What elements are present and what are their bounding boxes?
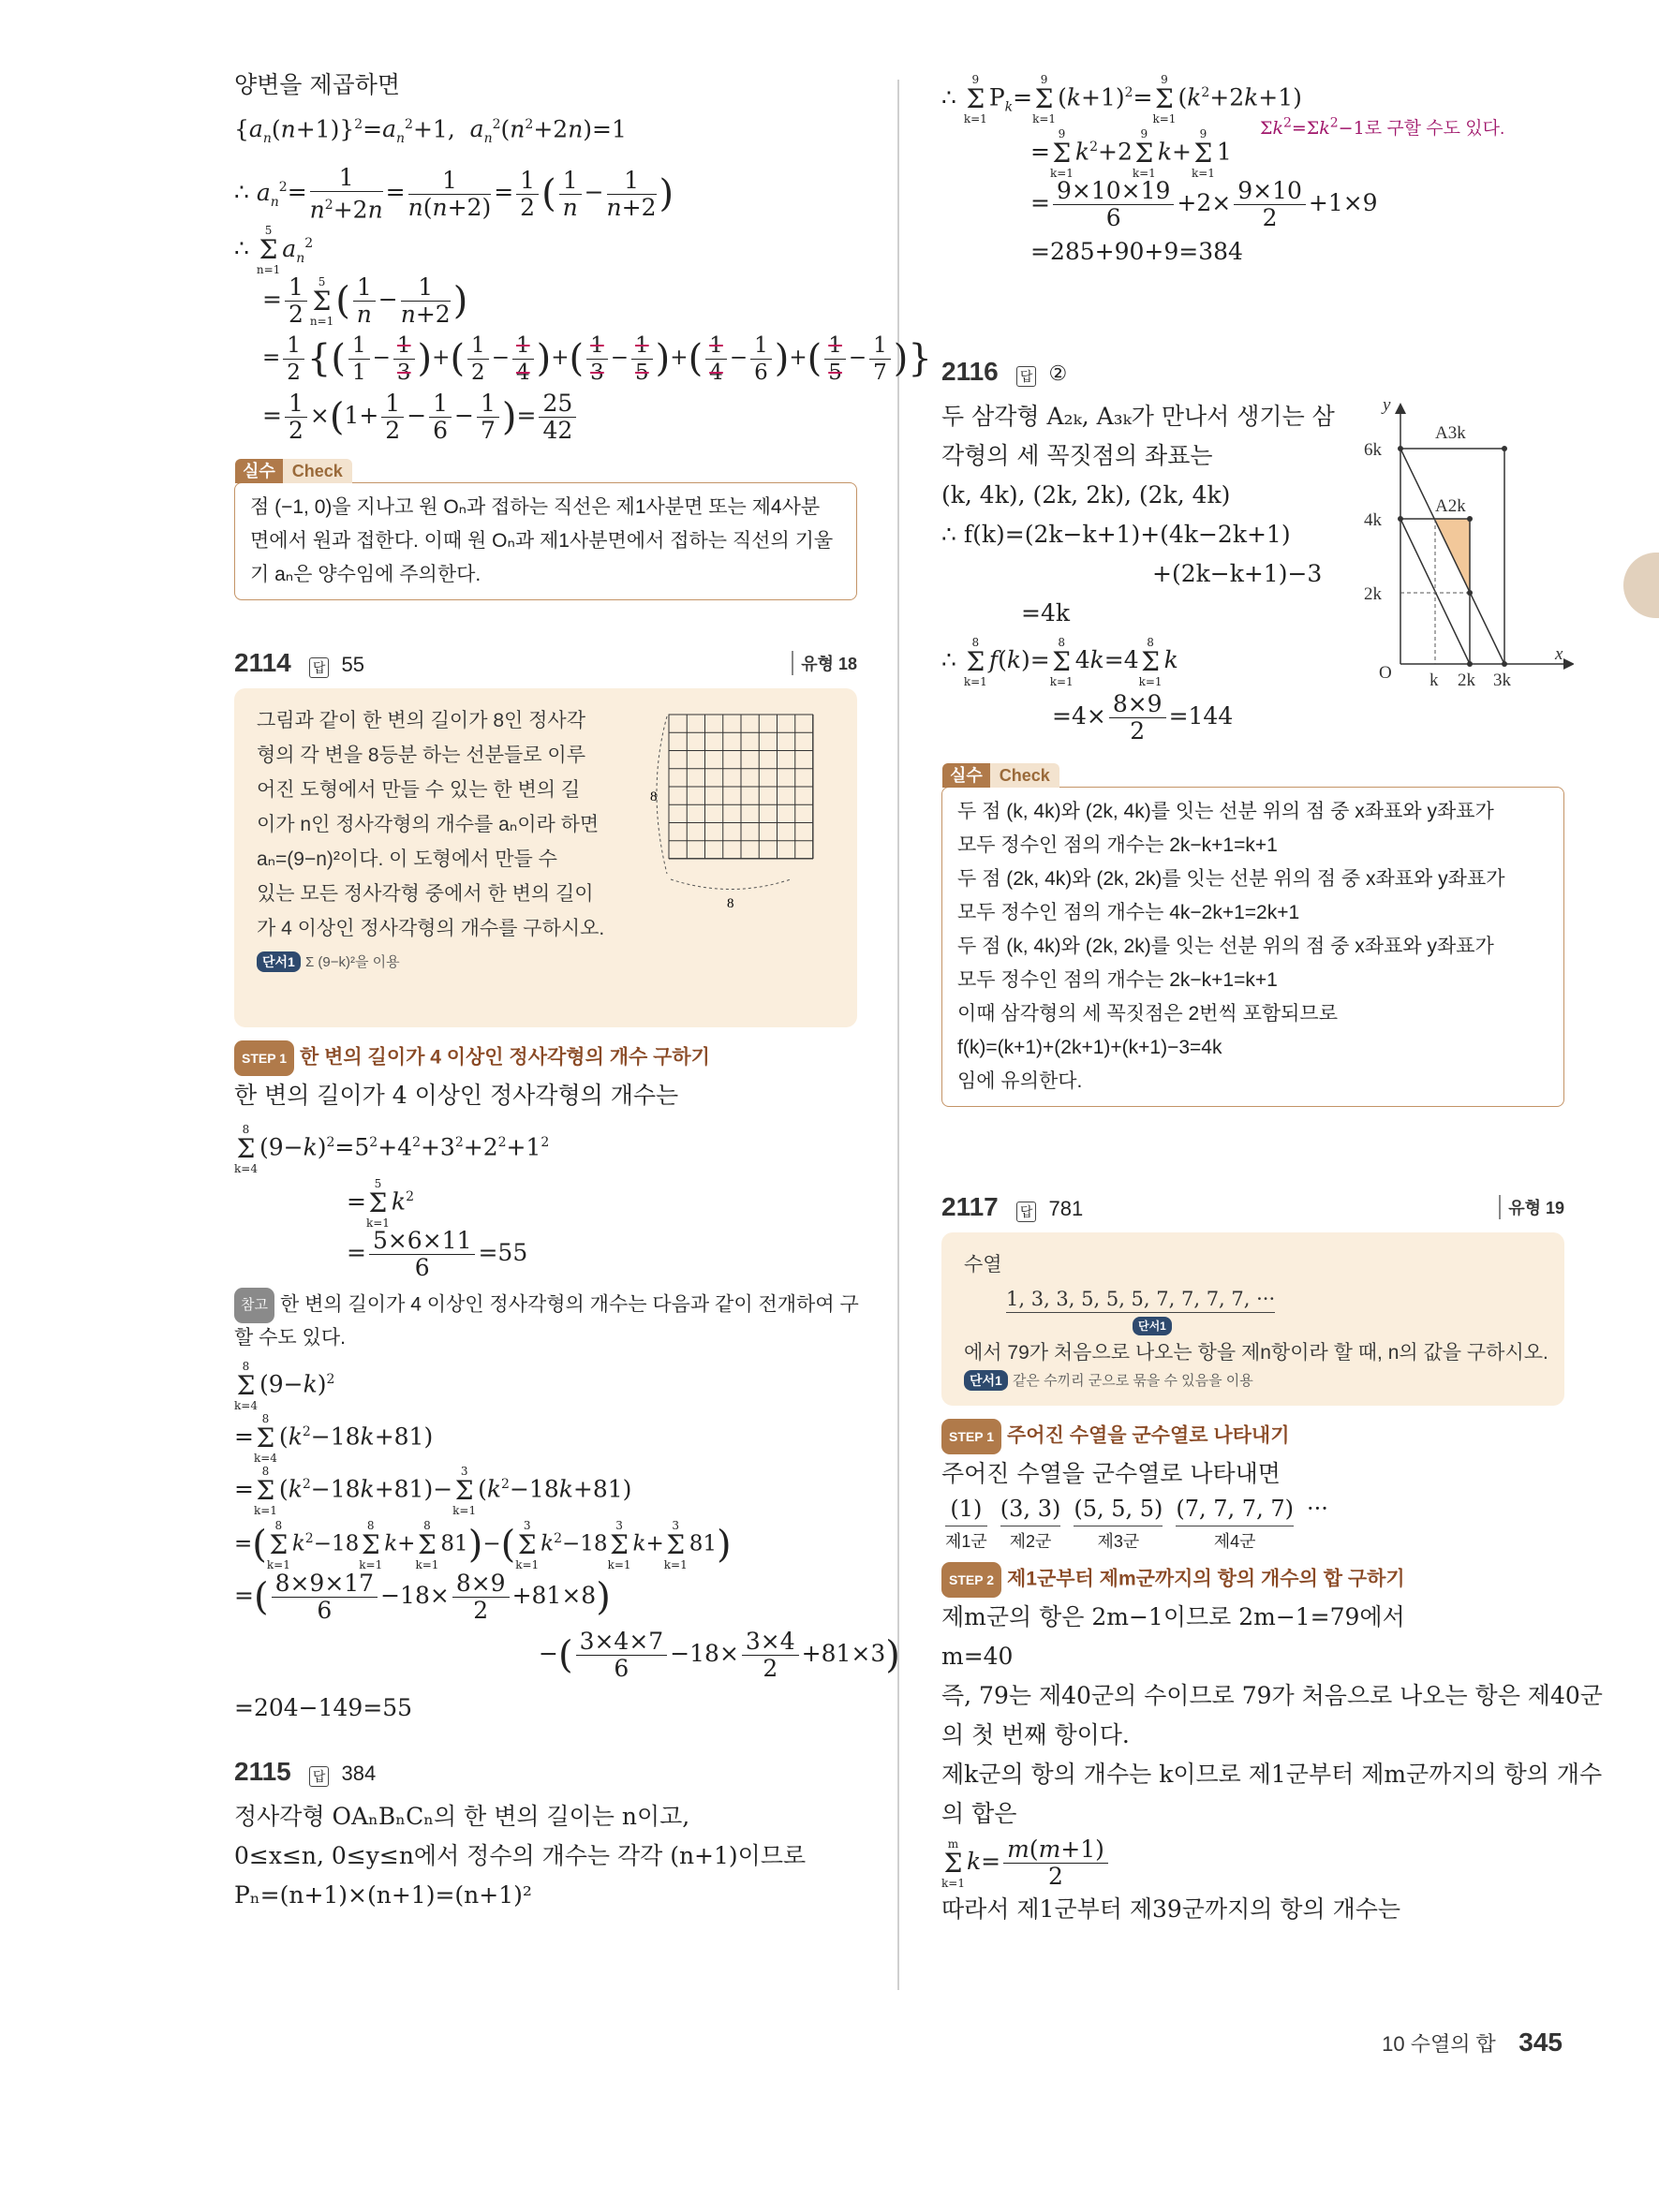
problem-header	[234, 638, 857, 688]
triangle-label: A2k	[1435, 496, 1466, 516]
equation-line: = $\frac{1}{2}$ ×(1+ $\frac{1}{2}$ − $\frac{1}{6}$ − $\frac{1}{7}$ )= $\frac{25}{42}$	[234, 387, 857, 445]
problem-header	[234, 1747, 857, 1797]
step-title	[941, 1419, 1564, 1454]
problem-text: 이가 n인 정사각형의 개수를 aₙ이라 하면	[257, 814, 600, 836]
text-line: m=40	[941, 1643, 1014, 1670]
equation-line: =4× $\frac{8\times 9}{2}$ =144	[1052, 690, 1234, 745]
left-column	[234, 66, 932, 1915]
problem-text: 그림과 같이 한 변의 길이가 8인 정사각	[257, 710, 585, 732]
text-line: 양변을 제곱하면	[234, 71, 400, 98]
x-tick-label: k	[1429, 671, 1439, 690]
answer-value: 384	[341, 1762, 377, 1786]
equation-line: ∴ 8 Σ k=1 f(k)= 8 Σ k=1 4k=4 8 Σ k=1 k	[941, 635, 1178, 688]
equation-line: = $\frac{5\times 6\times 11}{6}$ =55	[347, 1227, 528, 1282]
x-tick-label: 2k	[1458, 671, 1475, 690]
problem-number: 2114	[234, 648, 291, 678]
equation-line: m Σ k=1 k= $\frac{m(m+1)}{2}$	[941, 1834, 1564, 1890]
group-row	[941, 1494, 1564, 1556]
ref-text: 한 변의 길이가 4 이상인 정사각형의 개수는 다음과 같이 전개하여 구	[279, 1293, 859, 1316]
text-line: 의 합은	[941, 1800, 1017, 1827]
equation-line: = $\frac{9\times 10\times 19}{6}$ +2× $\frac{9\times 10}{2}$ +1×9	[1030, 177, 1378, 231]
check-box	[234, 462, 857, 600]
equation-line: = 8 Σ k=1 $(k^2-18k+81)-$ 3 Σ k=1 $(k^2-18k+81)$	[234, 1465, 632, 1518]
group-item: (3, 3) 제2군	[1000, 1496, 1061, 1551]
page-footer	[1382, 2028, 1563, 2057]
y-tick-label: 4k	[1364, 510, 1382, 530]
ref-text: 할 수도 있다.	[234, 1327, 346, 1349]
sequence-text: 1, 3, 3, 5, 5, 5, 7, 7, 7, 7, ···	[964, 1282, 1542, 1317]
equation-line: = $\frac{1}{2}$ {( $\frac{1}{1}$ − $\frac{1}{3}$ )+( $\frac{1}{2}$ − $\frac{1}{4}$ )+( $\frac{1}{3}$ − $\frac{1}{5}$ )+( $\frac{1}{4}$ − $\frac{1}{6}$ )+( $\frac{1}{5}$ − $\frac{1}{7}$ )}	[262, 332, 932, 385]
problem-text: aₙ=(9−n)²이다. 이 도형에서 만들 수	[257, 848, 557, 871]
answer-value: 781	[1048, 1197, 1084, 1220]
text-line: 제m군의 항은 2m−1이므로 2m−1=79에서	[941, 1603, 1405, 1630]
hint-badge: 단서1	[257, 951, 301, 972]
check-text: 모두 정수인 점의 개수는 2k−k+1=k+1	[957, 969, 1278, 991]
equation-line: ∴ 5 Σ n=1 $a_n^2$	[234, 224, 314, 277]
problem-text: 있는 모든 정사각형 중에서 한 변의 길이	[257, 883, 594, 906]
triangle-label: A3k	[1435, 423, 1466, 443]
side-chapter-tab	[1623, 553, 1659, 618]
hint-badge: 단서1	[1133, 1317, 1172, 1335]
group-item: (5, 5, 5) 제3군	[1074, 1496, 1163, 1551]
right-column	[941, 66, 1603, 1929]
check-text: 기 aₙ은 양수임에 주의한다.	[250, 564, 481, 586]
step-badge: STEP 1	[941, 1419, 1001, 1454]
annotation-note: $\Sigma k^2=\Sigma k^2-1$로 구할 수도 있다.	[1260, 115, 1505, 139]
problem-text: 에서 79가 처음으로 나오는 항을 제n항이라 할 때, n의 값을 구하시오.	[964, 1342, 1548, 1364]
triangle-graph	[1358, 397, 1574, 697]
step-title-text: 한 변의 길이가 4 이상인 정사각형의 개수 구하기	[300, 1046, 710, 1069]
problem-box	[941, 1232, 1564, 1406]
chapter-label: 10 수열의 합	[1382, 2032, 1496, 2056]
text-line: 제k군의 항의 개수는 k이므로 제1군부터 제m군까지의 항의 개수	[941, 1761, 1603, 1788]
check-tab-label: Check	[283, 459, 352, 483]
check-tab-label: 실수	[942, 763, 990, 788]
text-line: 의 첫 번째 항이다.	[941, 1721, 1130, 1748]
equation-line: ∴ 9 Σ k=1 $P_k=$ 9 Σ k=1 $(k+1)^2=$ 9 Σ k=1 $(k^2+2k+1)$	[941, 72, 1302, 125]
check-tab-label: Check	[990, 763, 1059, 788]
answer-badge: 답	[309, 657, 330, 678]
check-text: 임에 유의한다.	[957, 1070, 1083, 1092]
type-tag: 유형 19	[1499, 1195, 1564, 1219]
y-tick-label: 2k	[1364, 584, 1382, 604]
answer-badge: 답	[1016, 1202, 1037, 1222]
hint-text: Σ (9−k)²을 이용	[304, 954, 400, 971]
hint-text: 같은 수끼리 군으로 묶을 수 있음을 이용	[1012, 1373, 1253, 1389]
check-tab	[235, 459, 352, 483]
problem-number: 2116	[941, 357, 999, 386]
problem-text: 어진 도형에서 만들 수 있는 한 변의 길	[257, 779, 581, 802]
group-item: (1) 제1군	[945, 1496, 987, 1551]
step-title	[941, 1562, 1564, 1598]
check-text: f(k)=(k+1)+(2k+1)+(k+1)−3=4k	[957, 1037, 1222, 1058]
x-tick-label: 3k	[1493, 671, 1511, 690]
check-text: 두 점 (k, 4k)와 (2k, 4k)를 잇는 선분 위의 점 중 x좌표와 y좌표가	[957, 801, 1494, 822]
page-number: 345	[1518, 2028, 1563, 2057]
y-axis-label: y	[1383, 397, 1391, 415]
text-line: +(2k−k+1)−3	[1152, 560, 1323, 587]
check-text: 모두 정수인 점의 개수는 4k−2k+1=2k+1	[957, 902, 1300, 923]
text-line: 두 삼각형 A₂ₖ, A₃ₖ가 만나서 생기는 삼	[941, 403, 1335, 430]
group-item: (7, 7, 7, 7) 제4군	[1176, 1496, 1294, 1551]
equation-line: = 8 Σ k=4 $(k^2-18k+81)$	[234, 1412, 434, 1466]
equation-line: −( $\frac{3\times 4\times 7}{6}$ −18× $\frac{3\times 4}{2}$ +81×3)	[539, 1628, 900, 1683]
problem-header	[941, 347, 1564, 397]
check-tab	[942, 763, 1059, 788]
answer-badge: 답	[1016, 366, 1037, 387]
equation-line: =( $\frac{8\times 9\times 17}{6}$ −18× $\frac{8\times 9}{2}$ +81×8)	[234, 1570, 611, 1625]
ref-badge: 참고	[234, 1288, 274, 1323]
equation-line: =285+90+9=384	[1030, 238, 1243, 265]
group-ellipsis: ···	[1306, 1496, 1328, 1522]
problem-box	[234, 688, 857, 1027]
equation-line: = 9 Σ k=1 $k^2+2$ 9 Σ k=1 k+ 9 Σ k=1 1	[1030, 126, 1232, 180]
check-box	[941, 766, 1564, 1107]
step-badge: STEP 1	[234, 1040, 294, 1076]
text-line: (k, 4k), (2k, 2k), (2k, 4k)	[941, 481, 1231, 509]
x-axis-label: x	[1555, 644, 1563, 664]
answer-value: 55	[341, 653, 364, 677]
check-text: 두 점 (k, 4k)와 (2k, 2k)를 잇는 선분 위의 점 중 x좌표와 y좌표가	[957, 936, 1494, 957]
text-line: =4k	[1021, 599, 1071, 627]
check-text: 면에서 원과 접한다. 이때 원 Oₙ과 제1사분면에서 접하는 직선의 기울	[250, 530, 834, 553]
equation-line: $\{a_n(n+1)\}^2=a_n^2+1$, $a_n^2(n^2+2n)=1$	[234, 115, 627, 147]
text-line: 즉, 79는 제40군의 수이므로 79가 처음으로 나오는 항은 제40군	[941, 1682, 1603, 1709]
check-text: 모두 정수인 점의 개수는 2k−k+1=k+1	[957, 834, 1278, 856]
problem-header	[941, 1182, 1564, 1232]
check-tab-label: 실수	[235, 459, 283, 483]
reference-note	[234, 1288, 857, 1323]
problem-2116-body	[941, 397, 1564, 753]
step-title	[234, 1040, 857, 1076]
hint-badge: 단서1	[964, 1370, 1008, 1391]
equation-line: = $\frac{1}{2}$ 5 Σ n=1 ( $\frac{1}{n}$ − $\frac{1}{n+2}$ )	[262, 273, 468, 329]
equation-line: =( 8 Σ k=1 $k^2-18$ 8 Σ k=1 k+ 8 Σ k=1 81)−( 3 Σ k=1 $k^2-18$ 3 Σ k=1 k+ 3 Σ k=1 81)	[234, 1518, 732, 1571]
text-line: ∴ f(k)=(2k−k+1)+(4k−2k+1)	[941, 521, 1291, 548]
text-line: 따라서 제1군부터 제39군까지의 항의 개수는	[941, 1895, 1401, 1923]
check-text: 두 점 (2k, 4k)와 (2k, 2k)를 잇는 선분 위의 점 중 x좌표와 y좌표가	[957, 868, 1505, 890]
equation-line: 8 Σ k=4 $(9-k)^2=5^2+4^2+3^2+2^2+1^2$	[234, 1123, 550, 1176]
y-tick-label: 6k	[1364, 440, 1382, 460]
problem-text: 가 4 이상인 정사각형의 개수를 구하시오.	[257, 918, 605, 940]
answer-badge: 답	[309, 1766, 330, 1787]
problem-text: 형의 각 변을 8등분 하는 선분들로 이루	[257, 745, 585, 767]
step-title-text: 제1군부터 제m군까지의 항의 개수의 합 구하기	[1007, 1568, 1405, 1590]
step-title-text: 주어진 수열을 군수열로 나타내기	[1007, 1424, 1290, 1447]
equation-line: 8 Σ k=4 $(9-k)^2$	[234, 1360, 335, 1413]
text-line: 한 변의 길이가 4 이상인 정사각형의 개수는	[234, 1082, 679, 1110]
grid-bottom-label: 8	[727, 896, 734, 912]
annotation-text: 로 구할 수도 있다.	[1364, 119, 1505, 139]
text-line: Pₙ=(n+1)×(n+1)=(n+1)²	[234, 1881, 532, 1910]
check-text: 점 (−1, 0)을 지나고 원 Oₙ과 접하는 직선은 제1사분면 또는 제4사분	[250, 496, 821, 519]
origin-label: O	[1379, 663, 1392, 683]
problem-text: 수열	[964, 1254, 1002, 1276]
check-text: 이때 삼각형의 세 꼭짓점은 2번씩 포함되므로	[957, 1003, 1338, 1025]
problem-number: 2115	[234, 1757, 291, 1787]
text-line: 주어진 수열을 군수열로 나타내면	[941, 1460, 1281, 1487]
step-badge: STEP 2	[941, 1562, 1001, 1598]
equation-line: = 5 Σ k=1 $k^2$	[347, 1177, 414, 1231]
text-line: 각형의 세 꼭짓점의 좌표는	[941, 442, 1213, 469]
equation-line: =204−149=55	[234, 1694, 413, 1722]
square-grid-figure	[646, 707, 834, 922]
text-line: 정사각형 OAₙBₙCₙ의 한 변의 길이는 n이고,	[234, 1803, 690, 1831]
answer-value: ②	[1048, 361, 1068, 385]
text-line: 0≤x≤n, 0≤y≤n에서 정수의 개수는 각각 (n+1)이므로	[234, 1842, 807, 1870]
type-tag: 유형 18	[792, 651, 857, 675]
equation-line: ∴ $a_n^2=$ $\frac{1}{n^2+2n}$ = $\frac{1}{n(n+2)}$ = $\frac{1}{2}$ ( $\frac{1}{n}$ − $\frac{1}{n+2}$ )	[234, 163, 674, 224]
problem-number: 2117	[941, 1192, 999, 1221]
grid-side-label: 8	[650, 789, 658, 805]
